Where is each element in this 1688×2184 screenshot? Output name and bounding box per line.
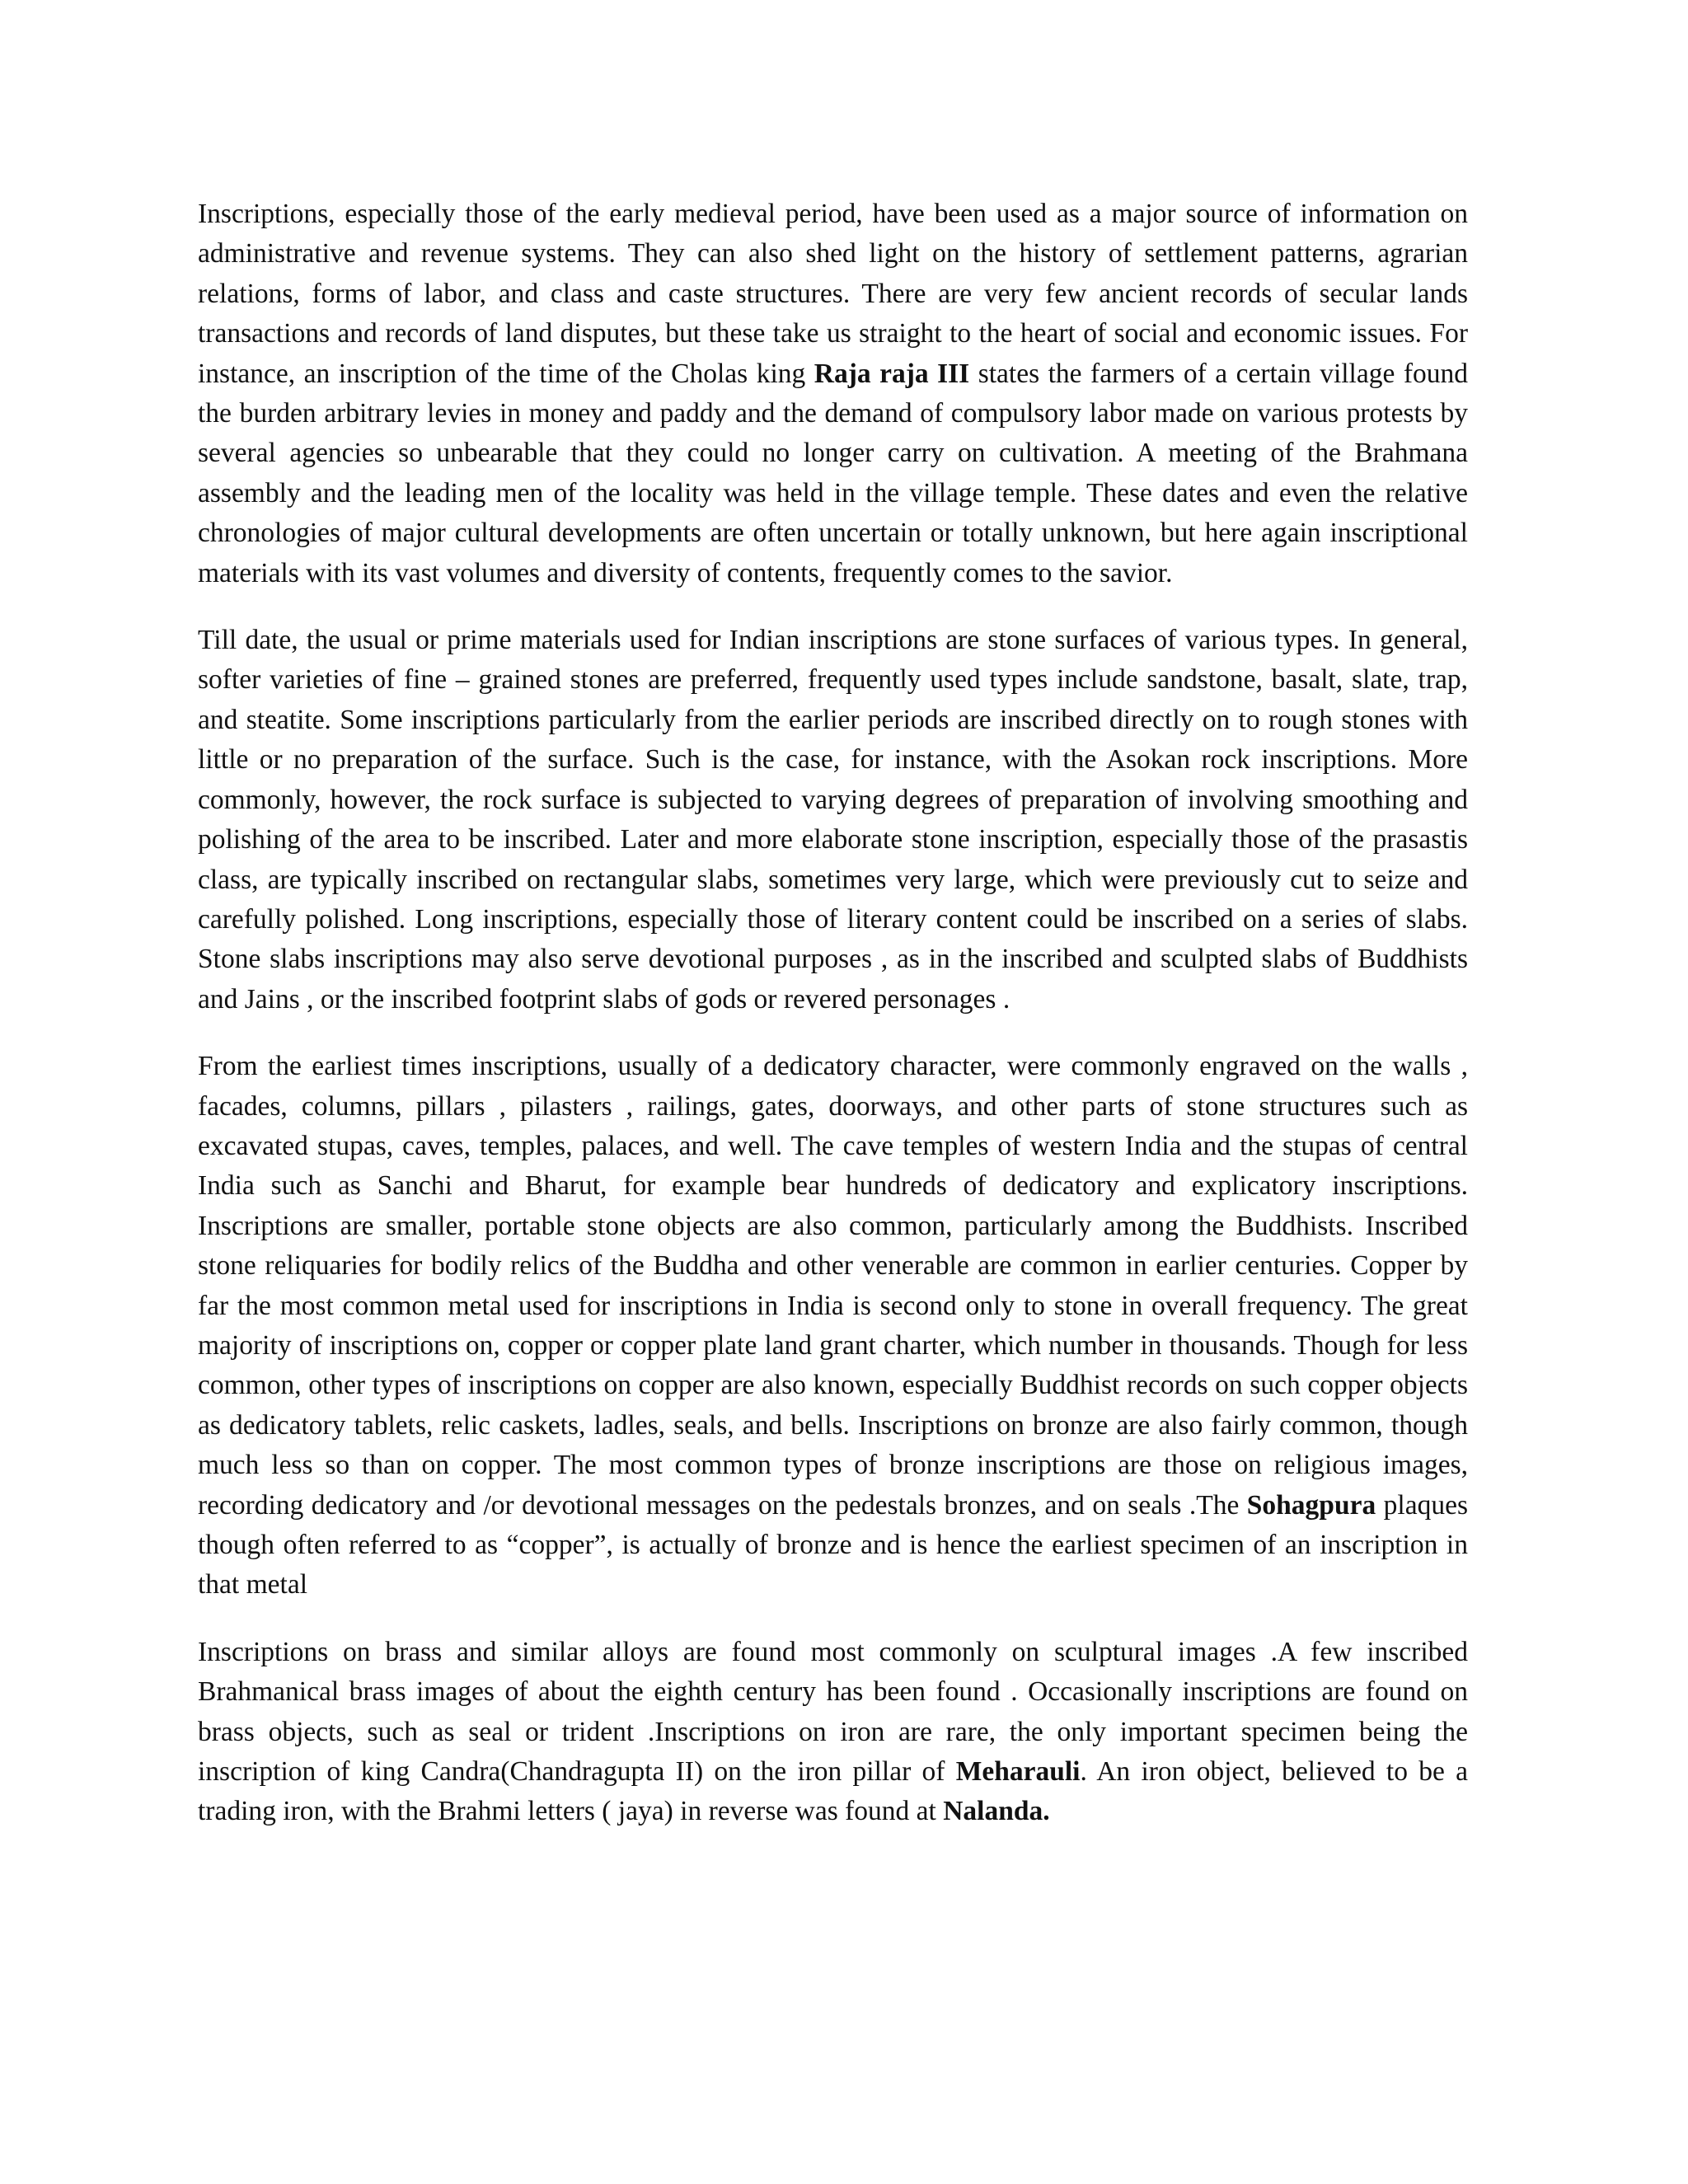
paragraph-text: states the farmers of a certain village found the burden arbitrary levies in money and paddy and the demand of compulsory labor made on various protests by several agencies so unbearable that they could no longer carry on cultivation. A meeting of the Brahmana assembly and the leading men of the locality was held in the village temple. These dates and even the relative chronologies of major cultural developments are often uncertain or totally unknown, but here again inscriptional materials with its vast volumes and diversity of contents, frequently comes to the savior. — [198, 358, 1468, 588]
document-body — [198, 194, 1468, 1859]
paragraph-structures-and-metals — [198, 1047, 1468, 1605]
paragraph-text: plaques though often referred to as “copper”, is actually of bronze and is hence the earliest specimen of an inscription in that metal — [198, 1489, 1468, 1601]
paragraph-inscriptions-sources — [198, 194, 1468, 593]
paragraph-text: Inscriptions, especially those of the early medieval period, have been used as a major source of information on administrative and revenue systems. They can also shed light on the history of settlement patterns, agrarian relations, forms of labor, and class and caste structures. There are very few ancient records of secular lands transactions and records of land disputes, but these take us straight to the heart of social and economic issues. For instance, an inscription of the time of the Cholas king — [198, 199, 1468, 389]
paragraph-stone-materials — [198, 621, 1468, 1019]
paragraph-brass-and-iron — [198, 1633, 1468, 1832]
bold-term-sohagpura: Sohagpura — [1246, 1489, 1376, 1521]
paragraph-text: . An iron object, believed to be a trading iron, with the Brahmi letters ( jaya) in reverse was found at — [198, 1756, 1468, 1827]
paragraph-text: From the earliest times inscriptions, usually of a dedicatory character, were commonly engraved on the walls , facades, columns, pillars , pilasters , railings, gates, doorways, and other parts of stone structures such as excavated stupas, caves, temples, palaces, and well. The cave temples of western India and the stupas of central India such as Sanchi and Bharut, for example bear hundreds of dedicatory and explicatory inscriptions. Inscriptions are smaller, portable stone objects are also common, particularly among the Buddhists. Inscribed stone reliquaries for bodily relics of the Buddha and other venerable are common in earlier centuries. Copper by far the most common metal used for inscriptions in India is second only to stone in overall frequency. The great majority of inscriptions on, copper or copper plate land grant charter, which number in thousands. Though for less common, other types of inscriptions on copper are also known, especially Buddhist records on such copper objects as dedicatory tablets, relic caskets, ladles, seals, and bells. Inscriptions on bronze are also fairly common, though much less so than on copper. The most common types of bronze inscriptions are those on religious images, recording dedicatory and /or devotional messages on the pedestals bronzes, and on seals .The — [198, 1051, 1468, 1521]
bold-term-meharauli: Meharauli — [955, 1756, 1081, 1788]
paragraph-text: Inscriptions on brass and similar alloys are found most commonly on sculptural images .A few inscribed Brahmanical brass images of about the eighth century has been found . Occasionally inscriptions are found on brass objects, such as seal or trident .Inscriptions on iron are rare, the only important specimen being the inscription of king Candra(Chandragupta II) on the iron pillar of — [198, 1636, 1468, 1788]
paragraph-text: Till date, the usual or prime materials used for Indian inscriptions are stone surfaces of various types. In general, softer varieties of fine – grained stones are preferred, frequently used types include sandstone, basalt, slate, trap, and steatite. Some inscriptions particularly from the earlier periods are inscribed directly on to rough stones with little or no preparation of the surface. Such is the case, for instance, with the Asokan rock inscriptions. More commonly, however, the rock surface is subjected to varying degrees of preparation of involving smoothing and polishing of the area to be inscribed. Later and more elaborate stone inscription, especially those of the prasastis class, are typically inscribed on rectangular slabs, sometimes very large, which were previously cut to seize and carefully polished. Long inscriptions, especially those of literary content could be inscribed on a series of slabs. Stone slabs inscriptions may also serve devotional purposes , as in the inscribed and sculpted slabs of Buddhists and Jains , or the inscribed footprint slabs of gods or revered personages . — [198, 625, 1468, 1015]
bold-term-nalanda: Nalanda. — [943, 1796, 1050, 1827]
bold-term-raja-raja-iii: Raja raja III — [814, 358, 970, 389]
